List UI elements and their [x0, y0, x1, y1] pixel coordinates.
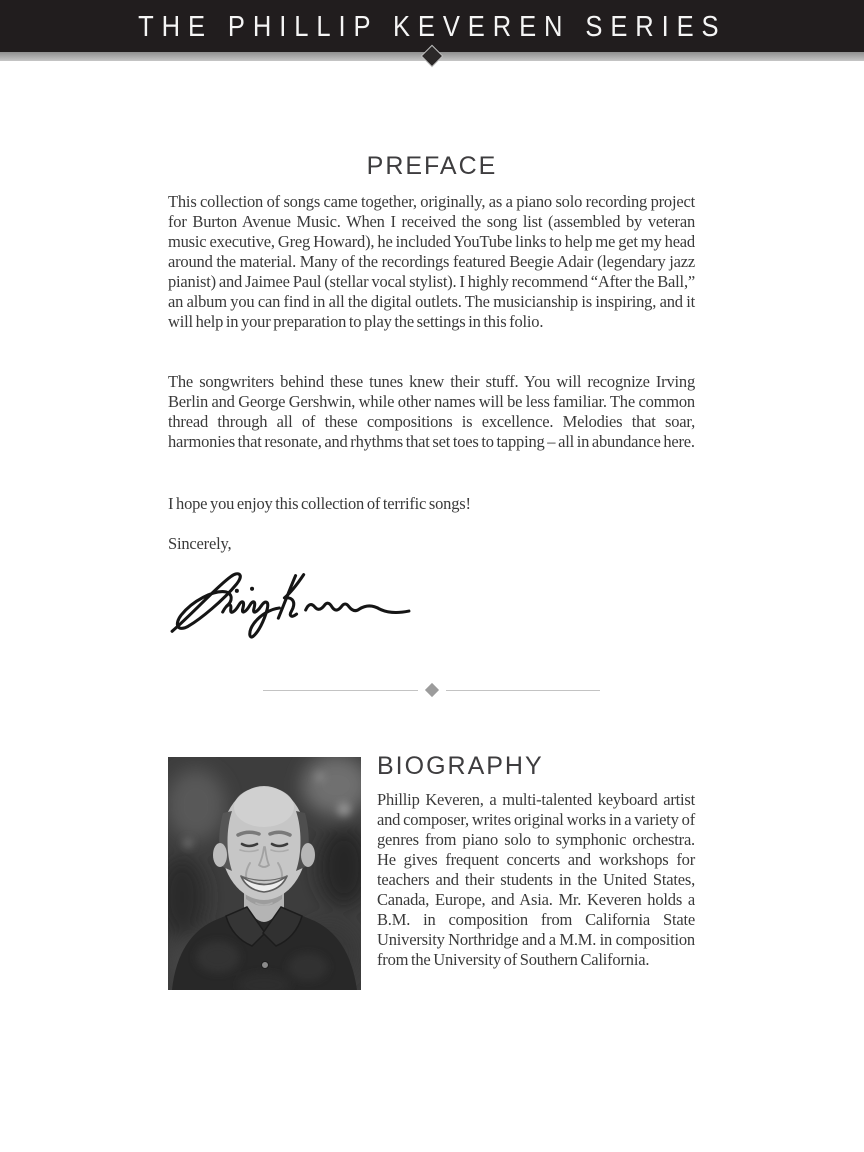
preface-heading: PREFACE	[366, 152, 498, 180]
section-divider	[263, 682, 600, 698]
preface-salutation: Sincerely,	[168, 534, 232, 553]
preface-closing-line: I hope you enjoy this collection of terrific songs!	[168, 494, 471, 513]
phillip-keveren-signature	[166, 566, 414, 646]
biography-text: Phillip Keveren, a multi-talented keyboard artist and composer, writes original works in a variety of genres from piano solo to symphonic orchestra. He gives frequent concerts and workshops for teachers and their students in the United States, Canada, Europe, and Asia. Mr. Keveren holds a B.M. in composition from California State University Northridge and a M.M. in composition from the University of Southern California.	[377, 790, 695, 969]
diamond-icon	[424, 683, 438, 697]
series-title: THE PHILLIP KEVEREN SERIES	[137, 10, 727, 43]
series-header-bar	[0, 0, 864, 52]
divider-line-right	[446, 690, 601, 691]
biography-heading: BIOGRAPHY	[377, 752, 544, 780]
preface-paragraph-1: This collection of songs came together, originally, as a piano solo recording project for Burton Avenue Music. When I received the song list (assembled by veteran music executive, Greg Howard), he included YouTube links to help me get my head around the material. Many of the recordings featured Beegie Adair (legendary jazz pianist) and Jaimee Paul (stellar vocal stylist). I highly recommend “After the Ball,” an album you can find in all the digital outlets. The musicianship is inspiring, and it will help in your preparation to play the settings in this folio.	[168, 192, 695, 331]
preface-paragraph-2: The songwriters behind these tunes knew their stuff. You will recognize Irving Berlin and George Gershwin, while other names will be less familiar. The common thread through all of these compositions is excellence. Melodies that soar, harmonies that resonate, and rhythms that set toes to tapping – all in abundance here.	[168, 372, 695, 451]
divider-line-left	[263, 690, 418, 691]
phillip-keveren-photo	[168, 757, 361, 990]
